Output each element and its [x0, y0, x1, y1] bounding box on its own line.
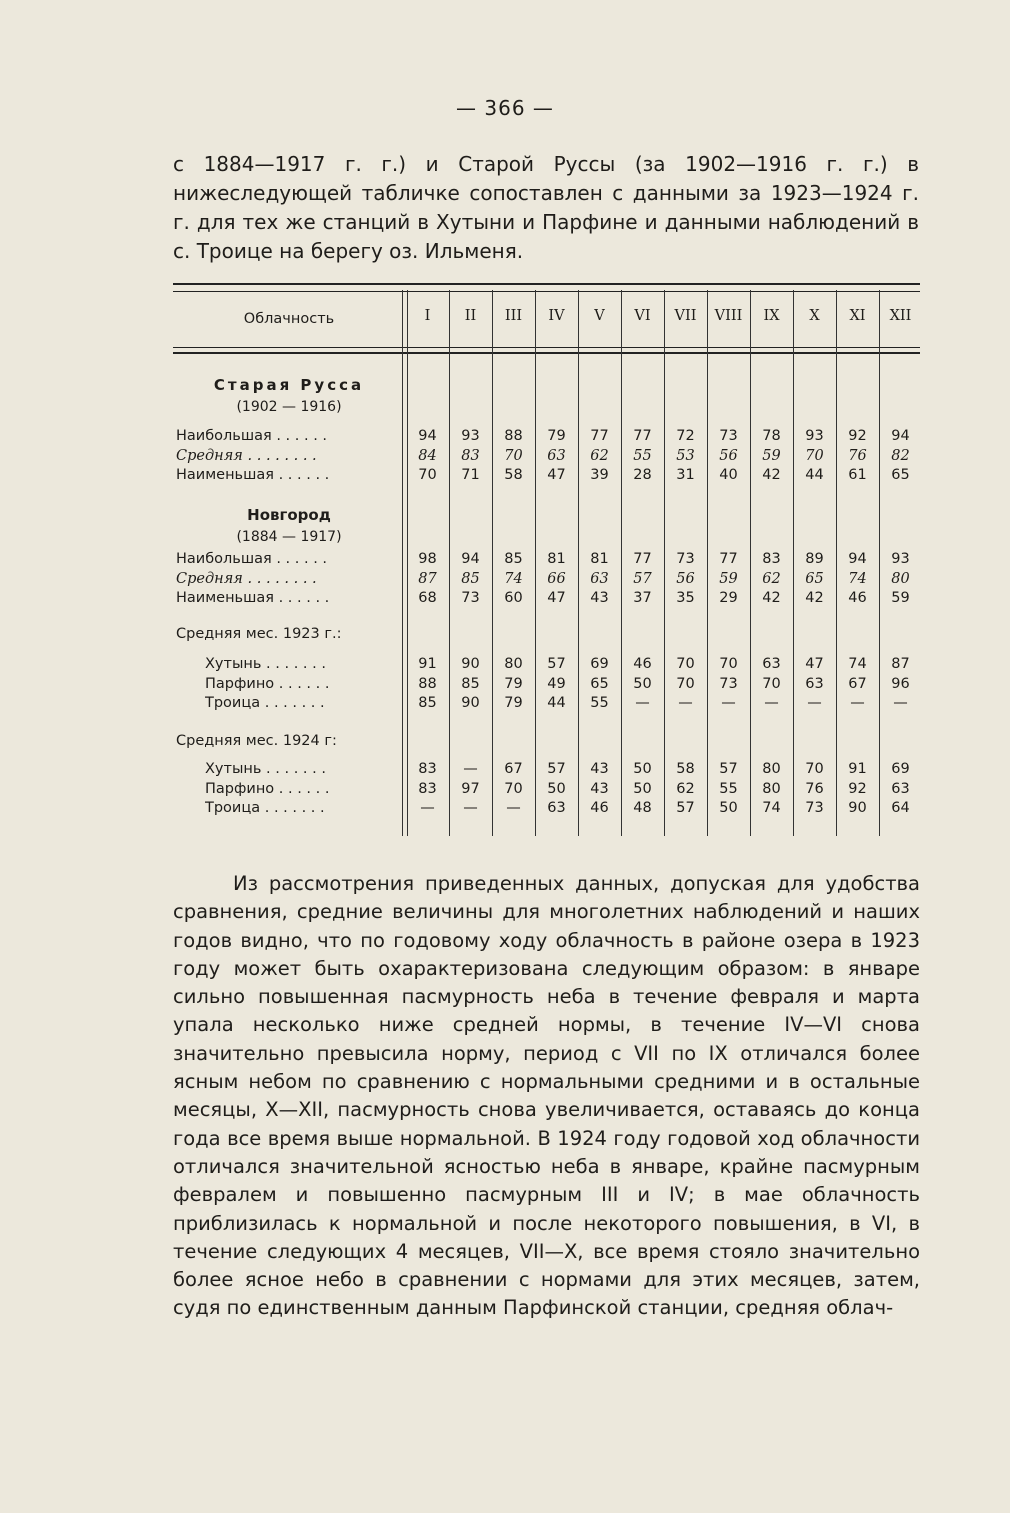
table-cell: 83: [418, 781, 437, 797]
table-cell: 83: [461, 448, 480, 464]
body-paragraph: [173, 870, 920, 1323]
table-cell: 39: [590, 467, 609, 483]
table-cell: 67: [848, 676, 867, 692]
intro-text: с 1884—1917 г. г.) и Старой Руссы (за 1902—1916 г. г.) в нижеследующей табличке сопоставлен с данными за 1923—1924 г. г. для тех же станций в Хутыни и Парфине и данными наблюдений в с. Троице на берегу оз. Ильменя.: [173, 152, 919, 263]
table-cell: 43: [590, 761, 609, 777]
table-cell: 31: [676, 467, 695, 483]
table-cell: 88: [418, 676, 437, 692]
table-cell: 44: [547, 695, 566, 711]
month-header-6: VI: [634, 308, 651, 324]
table-cell: 98: [418, 551, 437, 567]
table-cell: 50: [633, 781, 652, 797]
table-cell: 93: [461, 428, 480, 444]
table-cell: 74: [762, 800, 781, 816]
table-cell: 56: [676, 571, 695, 587]
table-cell: 74: [504, 571, 523, 587]
table-cell: 65: [590, 676, 609, 692]
table-cell: —: [764, 695, 779, 711]
month-header-10: X: [809, 308, 820, 324]
table-cell: 77: [633, 551, 652, 567]
table-cell: 93: [805, 428, 824, 444]
table-cell: 57: [633, 571, 652, 587]
table-cell: 81: [547, 551, 566, 567]
table-cell: 59: [719, 571, 738, 587]
table-cell: 65: [891, 467, 910, 483]
table-cell: 90: [461, 695, 480, 711]
table-cell: 97: [461, 781, 480, 797]
table-cell: 42: [762, 590, 781, 606]
table-cell: 77: [719, 551, 738, 567]
table-cell: 82: [891, 448, 910, 464]
table-cell: 73: [719, 676, 738, 692]
page-number: — 366 —: [456, 96, 554, 120]
group-title: Новгород: [247, 506, 331, 524]
table-cell: 53: [676, 448, 695, 464]
table-cell: 91: [418, 656, 437, 672]
table-cell: —: [463, 800, 478, 816]
table-cell: 96: [891, 676, 910, 692]
table-cell: 43: [590, 590, 609, 606]
table-cell: 44: [805, 467, 824, 483]
table-cell: 46: [590, 800, 609, 816]
table-cell: 72: [676, 428, 695, 444]
table-cell: 46: [848, 590, 867, 606]
table-cell: 70: [504, 448, 523, 464]
table-cell: 73: [805, 800, 824, 816]
table-cell: 63: [805, 676, 824, 692]
intro-paragraph: [173, 150, 919, 266]
table-cell: 85: [504, 551, 523, 567]
body-text: Из рассмотрения приведенных данных, допуская для удобства сравнения, средние величины для многолетних наблюдений и наших годов видно, что по годовому ходу облачность в районе озера в 1923 году может быть охарактеризована следующим образом: в январе сильно повышенная пасмурность неба в течение февраля и марта упала несколько ниже средней нормы, в течение IV—VI снова значительно превысила норму, период с VII по IX отличался более ясным небом по сравнению с нормальными средними и в остальные месяцы, X—XII, пасмурность снова увеличивается, оставаясь до конца года все время выше нормальной. В 1924 году годовой ход облачности отличался значительной ясностью неба в январе, крайне пасмурным февралем и повышенно пасмурным III и IV; в мае облачность приблизилась к нормальной и после некоторого повышения, в VI, в течение следующих 4 месяцев, VII—X, все время стояло значительно более ясное небо в сравнении с нормами для этих месяцев, затем, судя по единственным данным Парфинской станции, средняя облач-: [173, 872, 920, 1320]
table-cell: —: [506, 800, 521, 816]
table-cell: 47: [547, 467, 566, 483]
table-cell: 94: [461, 551, 480, 567]
table-cell: 40: [719, 467, 738, 483]
table-cell: 63: [547, 800, 566, 816]
table-cell: 48: [633, 800, 652, 816]
table-cell: 47: [805, 656, 824, 672]
table-cell: 57: [719, 761, 738, 777]
table-cell: 56: [719, 448, 738, 464]
table-cell: 50: [547, 781, 566, 797]
table-cell: 57: [547, 656, 566, 672]
table-cell: 35: [676, 590, 695, 606]
table-cell: 92: [848, 428, 867, 444]
table-cell: 60: [504, 590, 523, 606]
month-header-2: II: [464, 308, 477, 324]
table-cell: 42: [762, 467, 781, 483]
table-cell: 50: [633, 761, 652, 777]
table-cell: 57: [547, 761, 566, 777]
table-cell: 77: [590, 428, 609, 444]
row-label: Средняя . . . . . . . .: [176, 448, 317, 464]
row-label: Хутынь . . . . . . .: [205, 761, 326, 777]
table-cell: 73: [719, 428, 738, 444]
table-cell: 61: [848, 467, 867, 483]
table-cell: 76: [848, 448, 867, 464]
table-cell: 62: [762, 571, 781, 587]
table-header-rule: [173, 347, 920, 354]
table-cell: 83: [762, 551, 781, 567]
table-cell: 89: [805, 551, 824, 567]
month-header-12: XII: [889, 308, 912, 324]
table-cell: 74: [848, 571, 867, 587]
month-header-8: VIII: [714, 308, 743, 324]
table-cell: 85: [461, 676, 480, 692]
table-cell: 69: [590, 656, 609, 672]
table-cell: 80: [891, 571, 910, 587]
table-cell: 28: [633, 467, 652, 483]
table-cell: 77: [633, 428, 652, 444]
table-cell: 58: [676, 761, 695, 777]
table-cell: 80: [504, 656, 523, 672]
group-title: Средняя мес. 1924 г:: [176, 733, 337, 749]
row-label: Парфино . . . . . .: [205, 781, 330, 797]
row-label: Троица . . . . . . .: [205, 800, 325, 816]
table-cell: 69: [891, 761, 910, 777]
table-cell: 79: [504, 676, 523, 692]
row-label: Парфино . . . . . .: [205, 676, 330, 692]
table-cell: 68: [418, 590, 437, 606]
table-cell: —: [893, 695, 908, 711]
table-cell: 63: [547, 448, 566, 464]
table-cell: 59: [891, 590, 910, 606]
table-cell: —: [678, 695, 693, 711]
table-cell: 57: [676, 800, 695, 816]
table-cell: 66: [547, 571, 566, 587]
table-cell: 70: [676, 656, 695, 672]
table-cell: 62: [676, 781, 695, 797]
row-label: Наименьшая . . . . . .: [176, 467, 330, 483]
table-cell: 94: [891, 428, 910, 444]
table-cell: 42: [805, 590, 824, 606]
table-cell: 80: [762, 761, 781, 777]
table-cell: 50: [719, 800, 738, 816]
table-cell: 71: [461, 467, 480, 483]
table-cell: 76: [805, 781, 824, 797]
table-cell: 67: [504, 761, 523, 777]
table-cell: 83: [418, 761, 437, 777]
table-cell: 55: [633, 448, 652, 464]
month-header-5: V: [594, 308, 605, 324]
group-title: Средняя мес. 1923 г.:: [176, 626, 342, 642]
table-cell: 63: [590, 571, 609, 587]
table-cell: 94: [418, 428, 437, 444]
table-cell: 65: [805, 571, 824, 587]
month-header-9: IX: [763, 308, 780, 324]
table-cell: 62: [590, 448, 609, 464]
table-cell: —: [635, 695, 650, 711]
month-header-4: IV: [548, 308, 565, 324]
table-cell: 73: [676, 551, 695, 567]
table-cell: 59: [762, 448, 781, 464]
table-cell: 92: [848, 781, 867, 797]
table-cell: 70: [719, 656, 738, 672]
table-cell: 74: [848, 656, 867, 672]
month-header-1: I: [424, 308, 431, 324]
row-label: Наибольшая . . . . . .: [176, 428, 328, 444]
table-cell: 49: [547, 676, 566, 692]
table-cell: —: [420, 800, 435, 816]
table-cell: 81: [590, 551, 609, 567]
table-cell: 70: [676, 676, 695, 692]
table-cell: 79: [547, 428, 566, 444]
table-cell: 70: [805, 761, 824, 777]
month-header-7: VII: [674, 308, 697, 324]
table-cell: 87: [418, 571, 437, 587]
table-cell: 90: [461, 656, 480, 672]
table-top-rule: [173, 283, 920, 292]
table-cell: 70: [805, 448, 824, 464]
table-cell: 80: [762, 781, 781, 797]
table-cell: 63: [762, 656, 781, 672]
table-cell: 43: [590, 781, 609, 797]
table-cell: 85: [418, 695, 437, 711]
table-cell: 47: [547, 590, 566, 606]
table-cell: 58: [504, 467, 523, 483]
table-cell: 50: [633, 676, 652, 692]
group-title: Старая Русса: [213, 376, 365, 394]
table-cell: 79: [504, 695, 523, 711]
table-cell: —: [850, 695, 865, 711]
group-period: (1884 — 1917): [236, 529, 342, 545]
table-cell: 29: [719, 590, 738, 606]
table-cell: —: [807, 695, 822, 711]
table-cell: 55: [590, 695, 609, 711]
row-label: Наибольшая . . . . . .: [176, 551, 328, 567]
group-period: (1902 — 1916): [236, 399, 342, 415]
row-label: Наименьшая . . . . . .: [176, 590, 330, 606]
table-cell: 87: [891, 656, 910, 672]
table-cell: 37: [633, 590, 652, 606]
month-header-11: XI: [849, 308, 866, 324]
table-cell: 93: [891, 551, 910, 567]
table-cell: 64: [891, 800, 910, 816]
table-cell: 91: [848, 761, 867, 777]
table-cell: 70: [418, 467, 437, 483]
table-cell: 84: [418, 448, 437, 464]
table-cell: 70: [504, 781, 523, 797]
row-label: Троица . . . . . . .: [205, 695, 325, 711]
table-cell: 90: [848, 800, 867, 816]
row-label: Средняя . . . . . . . .: [176, 571, 317, 587]
table-cell: 88: [504, 428, 523, 444]
table-cell: 55: [719, 781, 738, 797]
table-cell: 73: [461, 590, 480, 606]
table-cell: 78: [762, 428, 781, 444]
table-cell: 85: [461, 571, 480, 587]
table-cell: 46: [633, 656, 652, 672]
table-cell: —: [463, 761, 478, 777]
row-label: Хутынь . . . . . . .: [205, 656, 326, 672]
table-cell: —: [721, 695, 736, 711]
month-header-3: III: [504, 308, 523, 324]
table-cell: 70: [762, 676, 781, 692]
table-header-label: Облачность: [243, 311, 335, 327]
table-cell: 94: [848, 551, 867, 567]
table-cell: 63: [891, 781, 910, 797]
